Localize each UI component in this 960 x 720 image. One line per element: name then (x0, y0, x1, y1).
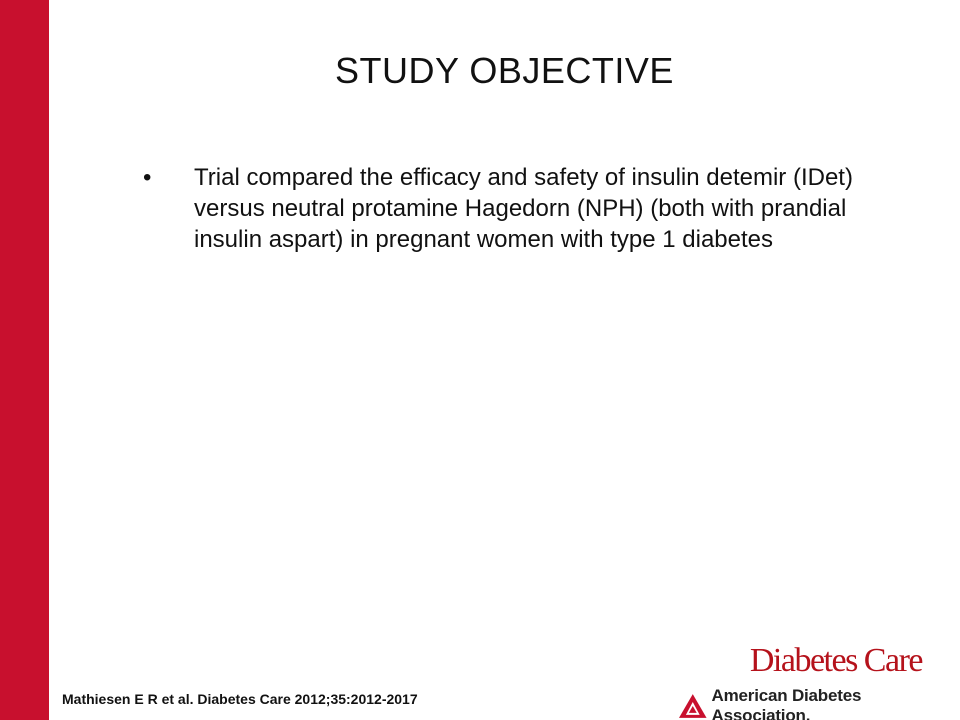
journal-logo-text: Diabetes Care (749, 642, 922, 679)
ada-organization-name: American Diabetes Association. (711, 686, 862, 720)
bullet-list (140, 162, 900, 255)
ada-logo (678, 686, 960, 720)
bullet-marker: • (143, 164, 152, 191)
left-accent-bar (0, 0, 49, 720)
citation: Mathiesen E R et al. Diabetes Care 2012;35:2012-2017 (62, 691, 418, 707)
ada-triangle-icon (678, 693, 708, 719)
slide-title: STUDY OBJECTIVE (335, 50, 674, 91)
bullet-item (140, 162, 900, 255)
bullet-text: Trial compared the efficacy and safety of insulin detemir (IDet) versus neutral protamine Hagedorn (NPH) (both with prandial insulin aspart) in pregnant women with type 1 diabetes (194, 164, 853, 253)
